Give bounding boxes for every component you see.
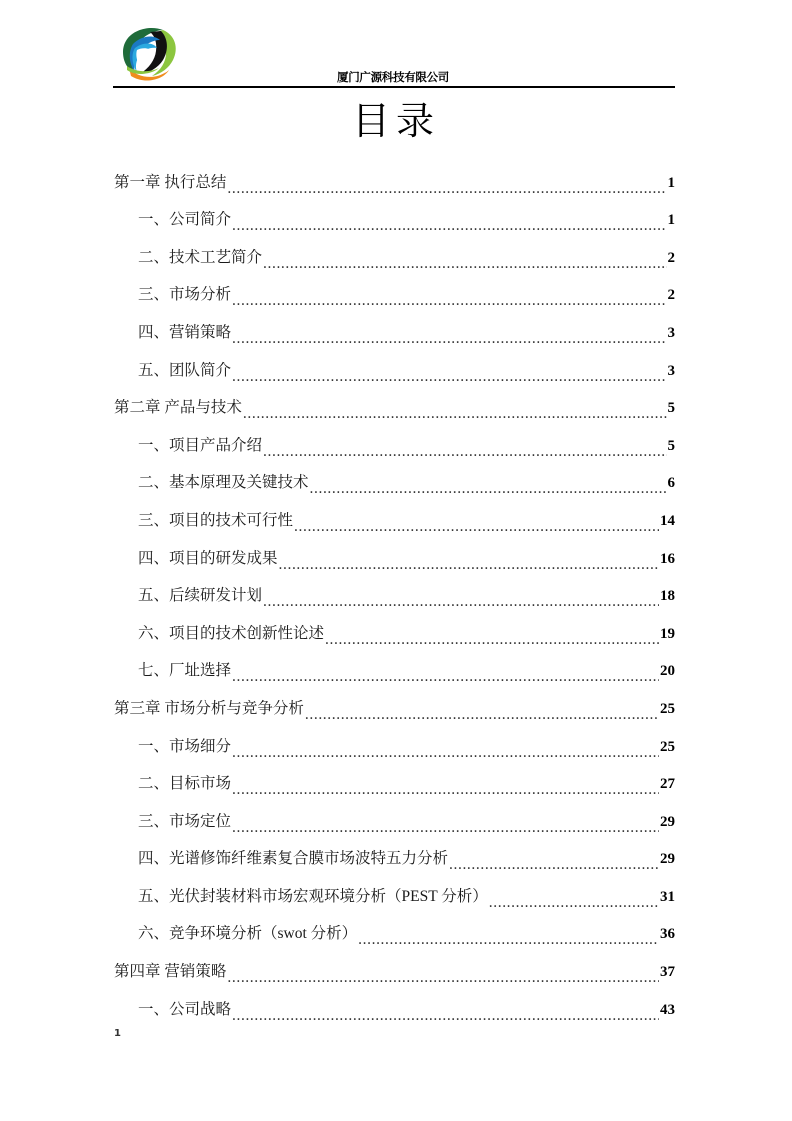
toc-leader-dots	[310, 480, 667, 496]
toc-entry[interactable]	[113, 835, 675, 873]
toc-entry[interactable]	[113, 947, 675, 985]
toc-entry-page-number: 6	[667, 475, 675, 492]
toc-entry[interactable]	[113, 421, 675, 459]
header-company-name: 厦门广源科技有限公司	[337, 70, 449, 84]
toc-entry-page-number: 2	[667, 249, 675, 266]
toc-entry-label: 五、后续研发计划	[138, 587, 263, 605]
toc-entry[interactable]	[113, 346, 675, 384]
toc-entry[interactable]	[113, 572, 675, 610]
toc-entry-label: 二、基本原理及关键技术	[138, 474, 309, 492]
toc-entry-page-number: 43	[660, 1001, 675, 1018]
toc-entry[interactable]	[113, 872, 675, 910]
toc-entry-page-number: 37	[660, 964, 675, 981]
toc-entry[interactable]	[113, 459, 675, 497]
toc-entry-label: 第三章 市场分析与竞争分析	[114, 699, 304, 717]
toc-entry[interactable]	[113, 760, 675, 798]
toc-entry[interactable]	[113, 985, 675, 1023]
toc-entry[interactable]	[113, 271, 675, 309]
toc-entry-page-number: 31	[660, 888, 675, 905]
toc-entry-label: 一、市场细分	[138, 737, 232, 755]
toc-entry-label: 七、厂址选择	[138, 662, 232, 680]
toc-entry-page-number: 29	[660, 851, 675, 868]
header-divider	[113, 86, 675, 88]
toc-entry[interactable]	[113, 384, 675, 422]
toc-leader-dots	[263, 255, 666, 271]
toc-entry-label: 六、竞争环境分析（swot 分析）	[138, 925, 358, 943]
toc-entry-page-number: 14	[660, 512, 675, 529]
toc-entry-page-number: 25	[660, 700, 675, 717]
toc-leader-dots	[263, 443, 666, 459]
toc-entry-page-number: 27	[660, 776, 675, 793]
toc-entry-page-number: 16	[660, 550, 675, 567]
toc-entry-label: 二、技术工艺简介	[138, 248, 263, 266]
toc-entry-page-number: 19	[660, 625, 675, 642]
toc-entry-label: 第二章 产品与技术	[114, 399, 242, 417]
toc-leader-dots	[305, 706, 659, 722]
toc-leader-dots	[263, 593, 659, 609]
toc-entry[interactable]	[113, 910, 675, 948]
toc-leader-dots	[232, 292, 666, 308]
toc-entry[interactable]	[113, 496, 675, 534]
toc-leader-dots	[232, 330, 666, 346]
page-header	[113, 22, 673, 86]
toc-leader-dots	[232, 368, 666, 384]
toc-entry-label: 第四章 营销策略	[114, 963, 227, 981]
toc-entry[interactable]	[113, 196, 675, 234]
toc-entry-label: 三、项目的技术可行性	[138, 511, 294, 529]
footer-page-number: 1	[114, 1028, 121, 1039]
toc-entry[interactable]	[113, 233, 675, 271]
toc-entry-label: 一、公司战略	[138, 1000, 232, 1018]
toc-entry[interactable]	[113, 609, 675, 647]
toc-leader-dots	[232, 1007, 659, 1023]
toc-entry-page-number: 29	[660, 813, 675, 830]
toc-entry[interactable]	[113, 158, 675, 196]
toc-entry-page-number: 3	[667, 362, 675, 379]
toc-entry-label: 四、营销策略	[138, 323, 232, 341]
toc-entry-page-number: 2	[667, 287, 675, 304]
toc-leader-dots	[227, 180, 666, 196]
toc-entry[interactable]	[113, 647, 675, 685]
toc-entry[interactable]	[113, 308, 675, 346]
toc-leader-dots	[232, 217, 666, 233]
toc-entry-label: 三、市场定位	[138, 812, 232, 830]
toc-leader-dots	[232, 668, 659, 684]
toc-entry-label: 五、团队简介	[138, 361, 232, 379]
toc-entry-page-number: 20	[660, 663, 675, 680]
table-of-contents	[113, 158, 675, 1023]
toc-entry[interactable]	[113, 684, 675, 722]
toc-entry-label: 四、光谱修饰纤维素复合膜市场波特五力分析	[138, 850, 449, 868]
toc-entry-page-number: 5	[667, 437, 675, 454]
toc-leader-dots	[489, 894, 659, 910]
toc-entry-page-number: 36	[660, 926, 675, 943]
toc-entry-label: 四、项目的研发成果	[138, 549, 278, 567]
toc-leader-dots	[232, 744, 659, 760]
toc-leader-dots	[232, 819, 659, 835]
toc-entry[interactable]	[113, 534, 675, 572]
toc-leader-dots	[358, 931, 659, 947]
toc-entry[interactable]	[113, 797, 675, 835]
toc-entry-label: 六、项目的技术创新性论述	[138, 624, 325, 642]
toc-entry-page-number: 18	[660, 588, 675, 605]
toc-entry-label: 一、项目产品介绍	[138, 436, 263, 454]
toc-entry-page-number: 3	[667, 324, 675, 341]
toc-entry-label: 第一章 执行总结	[114, 173, 227, 191]
page-title: 目录	[351, 101, 440, 143]
toc-entry-label: 五、光伏封装材料市场宏观环境分析（PEST 分析）	[138, 887, 488, 905]
toc-leader-dots	[325, 631, 659, 647]
toc-leader-dots	[449, 856, 659, 872]
toc-entry-label: 一、公司简介	[138, 211, 232, 229]
toc-entry[interactable]	[113, 722, 675, 760]
toc-entry-page-number: 1	[667, 212, 675, 229]
toc-leader-dots	[227, 969, 659, 985]
toc-leader-dots	[279, 556, 659, 572]
toc-entry-label: 二、目标市场	[138, 775, 232, 793]
toc-entry-page-number: 25	[660, 738, 675, 755]
toc-leader-dots	[294, 518, 659, 534]
toc-entry-label: 三、市场分析	[138, 286, 232, 304]
toc-entry-page-number: 1	[667, 174, 675, 191]
toc-entry-page-number: 5	[667, 400, 675, 417]
toc-leader-dots	[243, 405, 667, 421]
toc-leader-dots	[232, 781, 659, 797]
